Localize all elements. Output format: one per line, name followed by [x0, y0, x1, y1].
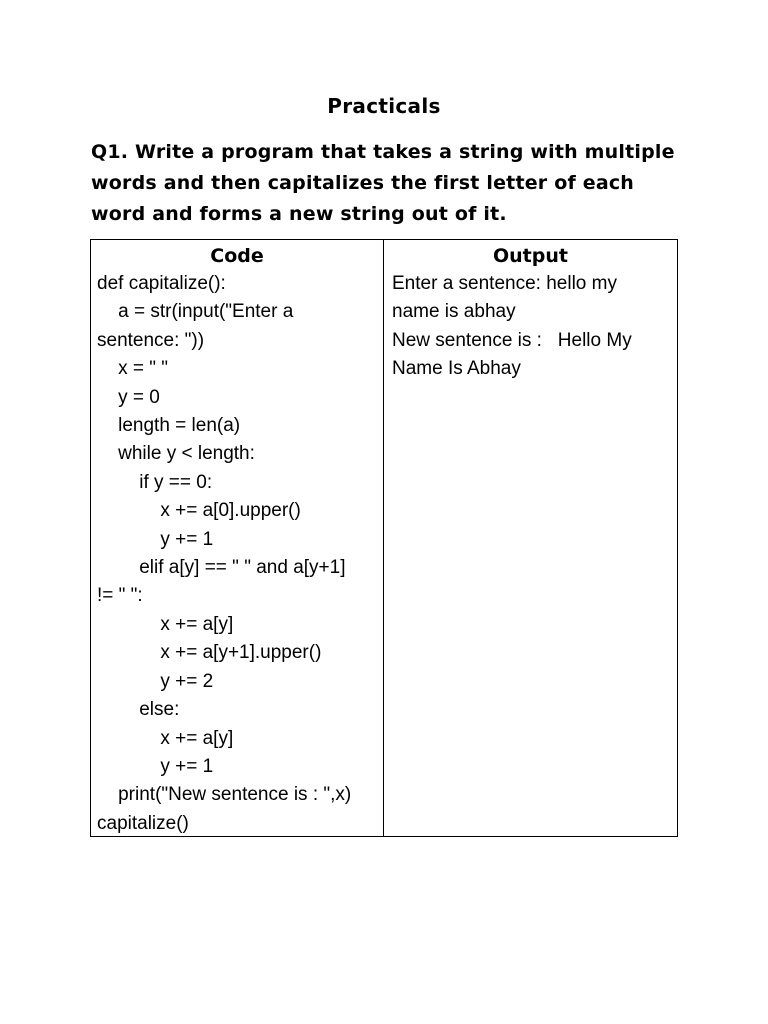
code-line: def capitalize():	[97, 273, 226, 294]
output-line: Name Is Abhay	[392, 358, 521, 380]
code-block	[91, 270, 383, 838]
question-line: Q1. Write a program that takes a string with multiple	[91, 141, 675, 163]
code-line: y += 1	[97, 528, 214, 550]
code-line: if y == 0:	[97, 471, 213, 493]
code-line: sentence: "))	[97, 329, 205, 351]
question-line: words and then capitalizes the first letter of each	[91, 172, 635, 194]
question-text	[91, 137, 691, 230]
code-line: y = 0	[97, 386, 160, 408]
question-line: word and forms a new string out of it.	[91, 203, 507, 225]
code-line: x = " "	[97, 358, 169, 380]
code-line: print("New sentence is : ",x)	[97, 784, 352, 806]
code-line: y += 1	[97, 755, 214, 777]
code-line: length = len(a)	[97, 415, 241, 437]
code-line: x += a[y]	[97, 727, 234, 749]
code-column	[91, 240, 384, 836]
code-header: Code	[210, 245, 264, 267]
output-column	[384, 240, 677, 836]
code-line: != " ":	[97, 585, 143, 607]
code-line: x += a[y]	[97, 613, 234, 635]
code-output-table	[90, 239, 678, 837]
output-header: Output	[493, 245, 568, 267]
code-line: a = str(input("Enter a	[97, 301, 294, 323]
code-line: x += a[y+1].upper()	[97, 642, 322, 664]
code-line: x += a[0].upper()	[97, 500, 301, 522]
code-line: capitalize()	[97, 812, 189, 834]
code-line: else:	[97, 699, 180, 721]
code-line: y += 2	[97, 670, 214, 692]
output-line: Enter a sentence: hello my	[392, 273, 617, 294]
output-block	[384, 270, 677, 384]
output-line: New sentence is : Hello My	[392, 329, 632, 351]
code-line: elif a[y] == " " and a[y+1]	[97, 557, 346, 579]
output-line: name is abhay	[392, 301, 516, 323]
code-line: while y < length:	[97, 443, 255, 465]
page-title: Practicals	[327, 94, 441, 118]
